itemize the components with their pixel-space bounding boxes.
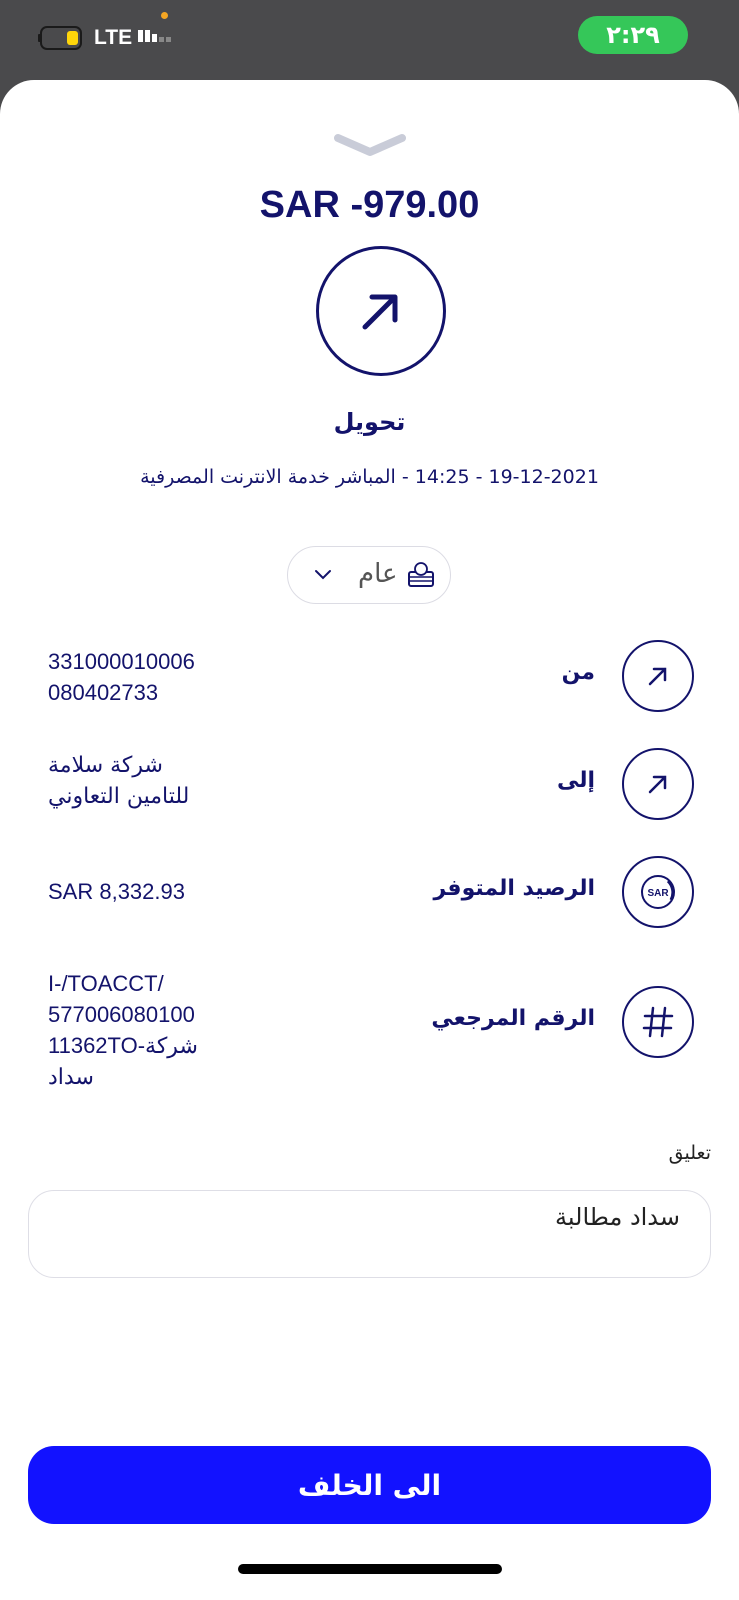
- dismiss-handle-chevron-icon[interactable]: [334, 132, 406, 158]
- comment-field[interactable]: [28, 1190, 711, 1278]
- category-label: عام: [358, 559, 398, 589]
- balance-label: الرصيد المتوفر: [433, 876, 595, 901]
- hash-icon: [640, 1004, 676, 1040]
- transaction-sheet: [0, 80, 739, 1600]
- transaction-amount: SAR -979.00: [259, 184, 480, 226]
- back-button[interactable]: الى الخلف: [28, 1446, 711, 1524]
- transaction-meta: 19-12-2021 - 14:25 - المباشر خدمة الانترنت المصرفية: [140, 466, 599, 488]
- comment-label: تعليق: [668, 1142, 711, 1164]
- reference-icon-circle: [622, 986, 694, 1058]
- svg-text:SAR: SAR: [647, 888, 669, 899]
- reference-value: I-/TOACCT/ 577006080100 11362TO-شركة سداد: [48, 971, 198, 1089]
- from-label: من: [561, 660, 595, 685]
- battery-icon: [38, 26, 84, 50]
- transaction-type: تحويل: [333, 408, 406, 436]
- to-icon-circle: [622, 748, 694, 820]
- comment-value: سداد مطالبة: [555, 1203, 680, 1231]
- reference-label: الرقم المرجعي: [431, 1006, 595, 1031]
- privacy-indicator: [161, 12, 168, 19]
- chevron-down-icon: [314, 569, 332, 581]
- transfer-icon-circle: [316, 246, 446, 376]
- balance-value: SAR 8,332.93: [48, 879, 185, 904]
- money-icon: [406, 561, 436, 589]
- status-bar: [0, 0, 739, 80]
- from-icon-circle: [622, 640, 694, 712]
- arrow-up-right-icon: [645, 663, 671, 689]
- to-label: إلى: [556, 768, 595, 793]
- to-value: شركة سلامة للتامين التعاوني: [48, 753, 190, 809]
- balance-icon-circle: [622, 856, 694, 928]
- network-label: LTE: [94, 26, 133, 49]
- from-value: 331000010006 080402733: [48, 649, 195, 705]
- arrow-up-right-icon: [645, 771, 671, 797]
- category-dropdown[interactable]: [287, 546, 451, 604]
- signal-icon: [138, 28, 172, 50]
- sar-coin-icon: [638, 872, 678, 912]
- home-indicator: [238, 1564, 502, 1574]
- status-time: ٢:٢٩: [578, 16, 688, 54]
- arrow-up-right-icon: [355, 285, 407, 337]
